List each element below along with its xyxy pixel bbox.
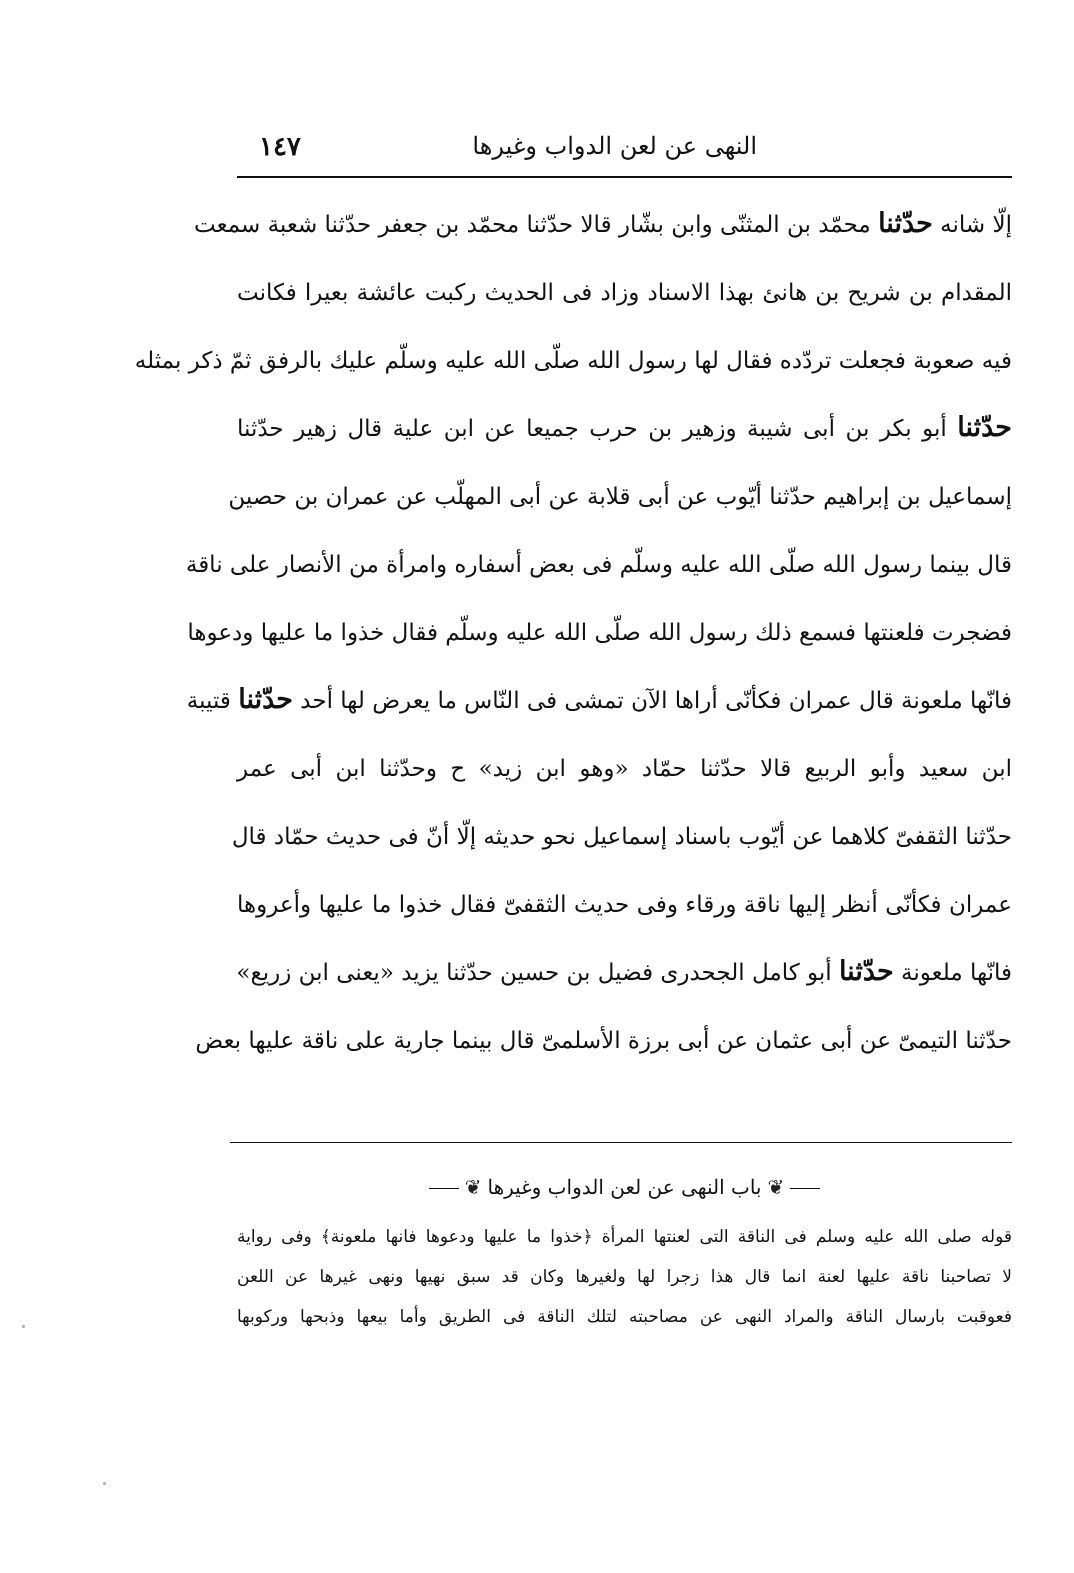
- ornament-dash: [429, 1188, 459, 1189]
- haddathana-mark: حدّثنا: [238, 684, 293, 715]
- text-line: ابن سعيد وأبو الربيع قالا حدّثنا حمّاد «وهو ابن زيد» ح وحدّثنا ابن أبى عمر: [237, 756, 1012, 782]
- ornament-icon: ❦: [464, 1175, 482, 1199]
- commentary-line: فعوقبت بارسال الناقة والمراد النهى عن مصاحبته لتلك الناقة فى الطريق وأما بيعها وذبحها وركوبها: [237, 1307, 1012, 1327]
- text-line: فضجرت فلعنتها فسمع ذلك رسول الله صلّى الله عليه وسلّم فقال خذوا ما عليها ودعوها: [187, 620, 1012, 646]
- ornament-icon: ❦: [767, 1175, 785, 1199]
- hadith-text: [134, 190, 1012, 1074]
- commentary-divider: [230, 1142, 1012, 1143]
- haddathana-mark: حدّثنا: [838, 956, 894, 987]
- text-line: حدّثنا التيمىّ عن أبى عثمان عن أبى برزة الأسلمىّ قال بينما جارية على ناقة عليها بعض: [195, 1028, 1012, 1054]
- haddathana-mark: حدّثنا: [957, 412, 1012, 443]
- commentary-heading: [237, 1165, 1012, 1217]
- text-line: حدّثنا أبو بكر بن أبى شيبة وزهير بن حرب جميعا عن ابن علية قال زهير حدّثنا: [237, 412, 1012, 443]
- text-line: إسماعيل بن إبراهيم حدّثنا أيّوب عن أبى قلابة عن أبى المهلّب عن عمران بن حصين: [228, 484, 1012, 510]
- commentary-section: [237, 1165, 1012, 1337]
- page-header: [237, 128, 1012, 168]
- scan-speck: [22, 1325, 25, 1328]
- page-number: ١٤٧: [259, 132, 301, 162]
- ornament-dash: [790, 1188, 820, 1189]
- header-divider: [237, 176, 1012, 178]
- text-line: إلّا شانه حدّثنا محمّد بن المثنّى وابن بشّار قالا حدّثنا محمّد بن جعفر حدّثنا شعبة سمعت: [194, 208, 1012, 239]
- running-title: النهى عن لعن الدواب وغيرها: [472, 132, 757, 160]
- commentary-line: لا تصاحبنا ناقة عليها لعنة انما قال هذا زجرا لها ولغيرها وكان قد سبق نهيها ونهى غيرها عن اللعن: [237, 1267, 1013, 1287]
- text-line: فانّها ملعونة قال عمران فكأنّى أراها الآن تمشى فى النّاس ما يعرض لها أحد حدّثنا قتيبة: [186, 684, 1012, 715]
- text-line: قال بينما رسول الله صلّى الله عليه وسلّم فى بعض أسفاره وامرأة من الأنصار على ناقة: [185, 552, 1012, 578]
- text-line: فيه صعوبة فجعلت تردّده فقال لها رسول الله صلّى الله عليه وسلّم عليك بالرفق ثمّ ذكر بمثله: [134, 348, 1012, 374]
- text-line: فانّها ملعونة حدّثنا أبو كامل الجحدرى فضيل بن حسين حدّثنا يزيد «يعنى ابن زريع»: [236, 956, 1012, 987]
- commentary-line: قوله صلى الله عليه وسلم فى الناقة التى لعنتها المرأة ﴿خذوا ما عليها ودعوها فانها ملعونة﴾ وفى رواية: [237, 1227, 1012, 1247]
- scan-speck: [103, 1482, 106, 1485]
- text-line: المقدام بن شريح بن هانئ بهذا الاسناد وزاد فى الحديث ركبت عائشة بعيرا فكانت: [237, 280, 1012, 306]
- haddathana-mark: حدّثنا: [878, 208, 933, 239]
- commentary-title: باب النهى عن لعن الدواب وغيرها: [487, 1175, 762, 1199]
- text-line: حدّثنا الثقفىّ كلاهما عن أيّوب باسناد إسماعيل نحو حديثه إلّا أنّ فى حديث حمّاد قال: [231, 824, 1012, 850]
- text-line: عمران فكأنّى أنظر إليها ناقة ورقاء وفى حديث الثقفىّ فقال خذوا ما عليها وأعروها: [237, 892, 1012, 918]
